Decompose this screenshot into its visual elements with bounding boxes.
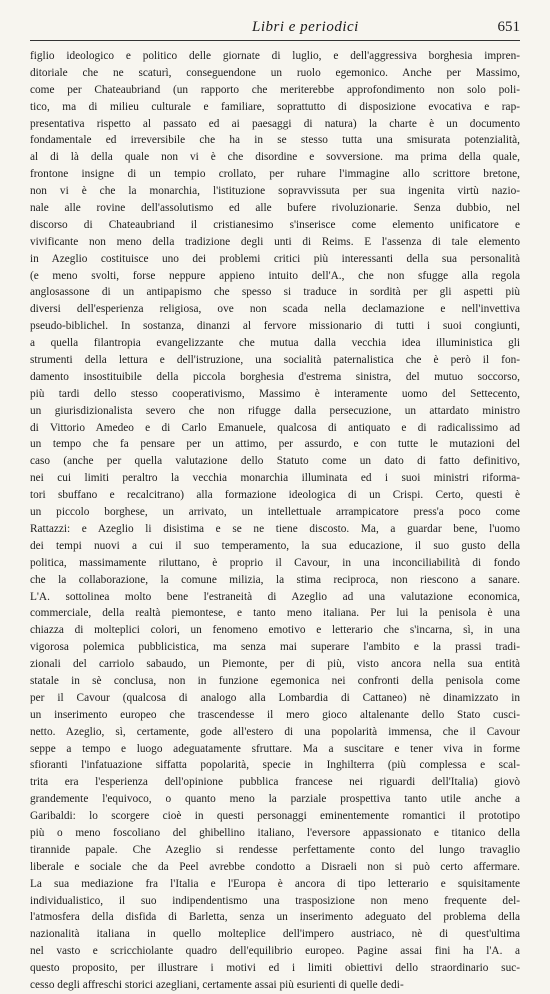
text-line: caso (anche per quella valutazione dello Statuto come un dato di fatto definitivo,: [30, 455, 520, 468]
text-line: ditoriale che ne scaturì, conseguendone un ruolo egemonico. Anche per Massimo,: [30, 66, 520, 79]
text-line: un inserimento europeo che trascendesse il mero gioco altalenante dello Stato cusci-: [30, 708, 520, 721]
text-line: cesso degli affreschi storici azegliani, certamente assai più esurienti di quelle dedi-: [30, 978, 404, 991]
text-line: L'A. sottolinea molto bene l'estraneità di Azeglio ad una valutazione economica,: [30, 590, 520, 603]
text-line: più o meno foscoliano del ghibellino italiano, l'eversore appassionato e titanico della: [30, 826, 520, 839]
text-line: tirannide papale. Che Azeglio si rendesse perfettamente conto del lungo travaglio: [30, 843, 520, 856]
text-line: tico, ma di milieu culturale e familiare, soprattutto di disposizione evocativa e rap-: [30, 100, 520, 113]
text-line: di Vittorio Amedeo e di Carlo Emanuele, qualcosa di antiquato e di radicalissimo ad: [30, 421, 520, 434]
text-line: presentativa rispetto al passato ed ai paesaggi di natura) la charte è un documento: [30, 117, 520, 130]
text-line: politica, massimamente riluttano, è proprio il Cavour, in una inconciliabilità di fondo: [30, 556, 520, 569]
text-line: discorso di Chateaubriand il cristianesimo s'inserisce come elemento unificatore e: [30, 218, 520, 231]
text-line: dei tempi nuovi a cui il suo temperamento, la sua educazione, il suo gusto della: [30, 539, 520, 552]
text-line: nale alle rovine dell'assolutismo ed alle bufere rivoluzionarie. Senza dubbio, nel: [30, 202, 520, 215]
text-line: netto. Azeglio, sì, certamente, gode all'estero di una popolarità immensa, che il Cavour: [30, 725, 520, 738]
text-line: l'atmosfera della disfida di Barletta, senza un inserimento adeguato del problema della: [30, 911, 520, 924]
text-line: individualistico, il suo indipendentismo una trasposizione non meno frequente del-: [30, 894, 520, 907]
text-line: vigorosa polemica pubblicistica, ma senza mai superare l'ambito e la prassi tradi-: [30, 641, 520, 654]
text-line: un piccolo borghese, un arrivato, un intellettuale arrampicatore press'a poco come: [30, 506, 520, 519]
text-line: fondamentale ed irreversibile che ha in se stesso tutta una smisurata potenzialità,: [30, 134, 520, 147]
text-line: sfioranti l'infatuazione siffatta popolarità, specie in Inghilterra (più complessa e scal-: [30, 759, 520, 772]
running-head: [30, 8, 520, 40]
text-line: (e meno svolti, forse neppure appieno intuito dell'A., che non sfugge alla regola: [30, 269, 520, 282]
text-line: per il Cavour (qualcosa di analogo alla Lombardia di Cattaneo) nè dinamizzato in: [30, 691, 520, 704]
text-line: trita era l'esperienza dell'opinione pubblica francese nei riguardi dell'Italia) giovò: [30, 776, 520, 789]
text-line: nel vasto e scricchiolante quadro dell'equilibrio europeo. Pagine assai fini ha l'A. a: [30, 945, 520, 958]
text-line: seppe a tempo e luogo adeguatamente sfruttare. Ma a suscitare e tener viva in forme: [30, 742, 520, 755]
text-line: statale in sè conclusa, non in funzione egemonica nei confronti della penisola come: [30, 674, 520, 687]
text-line: strumenti della lettura e dell'istruzione, una socialità paternalistica che è però il fon-: [30, 354, 520, 367]
text-line: nazionalità italiana in quello molteplice dell'impero austriaco, nè di quest'ultima: [30, 928, 520, 941]
text-line: La sua mediazione fra l'Italia e l'Europa è ancora di tipo letterario e squisitamente: [30, 877, 520, 890]
text-line: liberale e sociale che da Peel avrebbe condotto a Disraeli non si può certo affermare.: [30, 860, 520, 873]
text-line: non vi è che la monarchia, l'istituzione sopravvissuta per sua ingenita virtù nazio-: [30, 185, 520, 198]
text-line: nei cui limiti peraltro la vecchia monarchia illuminata ed i suoi ministri riforma-: [30, 472, 520, 485]
text-line: come per Chateaubriand (un rapporto che meriterebbe approfondimento non solo poli-: [30, 83, 520, 96]
text-line: figlio ideologico e politico delle giornate di luglio, e dell'aggressiva borghesia impren-: [30, 50, 520, 62]
body-text: [30, 48, 520, 994]
header-rule: [30, 40, 520, 41]
text-line: Garibaldi: lo scorgere cioè in questi personaggi eminentemente romantici il prototipo: [30, 810, 520, 823]
running-title: Libri e periodici: [252, 19, 359, 35]
text-line: questo proposito, per illustrare i motivi ed i limiti obiettivi dello straordinario suc-: [30, 962, 520, 975]
text-line: a quella filantropia evangelizzante che mutua dalla vecchia idea illuministica gli: [30, 337, 520, 350]
text-line: diversi dell'esperienza religiosa, ove non scada nella declamazione e nell'invettiva: [30, 303, 520, 316]
text-line: al di là della quale non vi è che disordine e sovversione. ma prima della quale,: [30, 151, 520, 164]
text-line: Rattazzi: e Azeglio li disistima e se ne tiene discosto. Ma, a guardar bene, l'uomo: [30, 522, 520, 535]
text-line: in Azeglio costituisce uno dei problemi critici più interessanti della sua personalità: [30, 252, 520, 265]
text-line: commerciale, della realtà piemontese, e tanto meno italiana. Per lui la penisola è una: [30, 607, 520, 620]
text-line: un giurisdizionalista severo che non rifugge dalla persecuzione, un attardato ministro: [30, 404, 520, 417]
text-line: chiazza di molteplici colori, un fenomeno emotivo e letterario che s'incarna, sì, in una: [30, 624, 520, 637]
text-line: damento insostituibile della piccola borghesia d'estrema sinistra, del mutuo soccorso,: [30, 370, 520, 383]
text-line: un tempo che fa pensare per un attimo, per assurdo, e con tutte le mutazioni del: [30, 438, 520, 451]
text-line: pseudo-biblichel. In sostanza, dinanzi al fervore missionario di tutti i suoi congiunti,: [30, 320, 520, 333]
text-line: grandemente l'equivoco, o quanto meno la parziale prospettiva tanto utile anche a: [30, 793, 520, 806]
text-line: che la collaborazione, la comune milizia, la stima reciproca, non riescono a sanare.: [30, 573, 520, 586]
text-line: tori sbuffano e recalcitrano) alla formazione ideologica di un Crispi. Certo, questi è: [30, 489, 520, 502]
text-line: anglosassone di un antipapismo che spesso si traduce in sordità per gli aspetti più: [30, 286, 520, 299]
text-line: zionali del carriolo sabaudo, un Piemonte, per di più, visto ancora nella sua entità: [30, 658, 520, 671]
text-line: vivificante non meno della tradizione degli unti di Reims. E l'assenza di tale elemento: [30, 235, 520, 248]
text-line: più tardi dello stesso cooperativismo, Massimo è interamente uomo del Settecento,: [30, 387, 520, 400]
page-number: 651: [497, 19, 520, 35]
text-line: frontone insigne di un tempio crollato, per ruhare l'immagine allo scrittore bretone,: [30, 168, 520, 181]
